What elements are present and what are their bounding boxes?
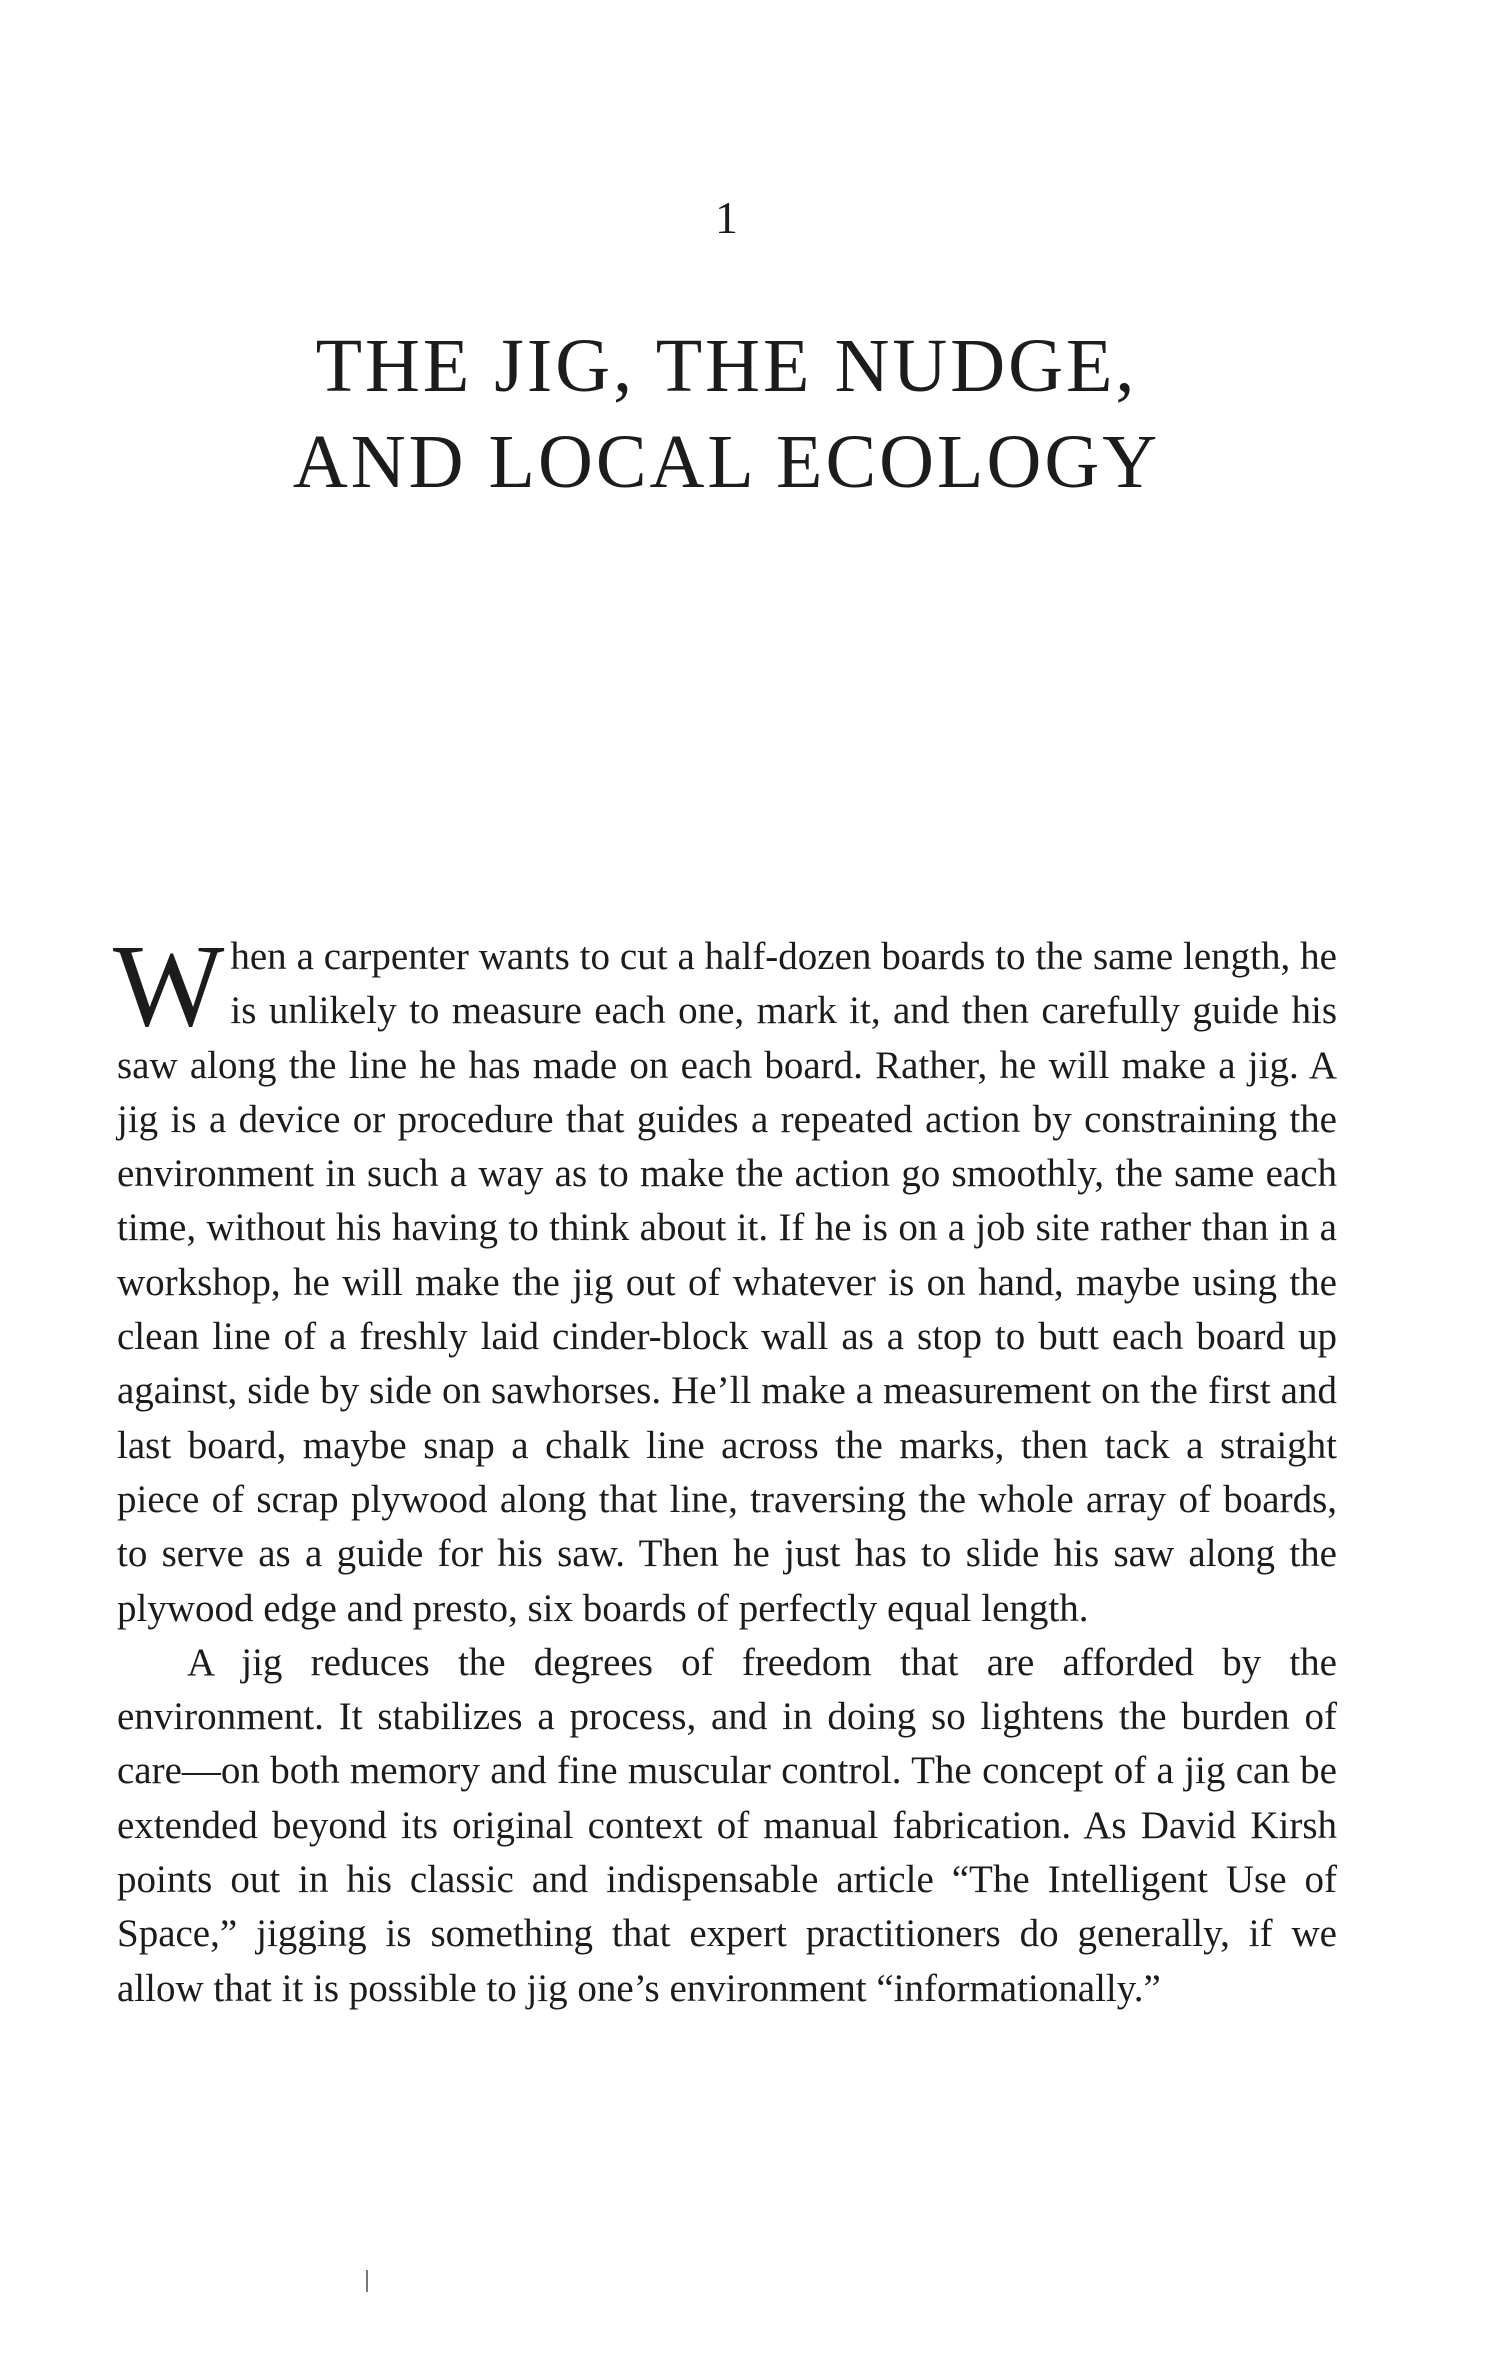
- paragraph-1-text: hen a carpenter wants to cut a half-dozen boards to the same length, he is unlikely to measure each one, mark it, and then carefully guide his saw along the line he has made on each board. Rather, he will make a jig. A jig is a device or procedure that guides a repeated action by constraining the environment in such a way as to make the action go smoothly, the same each time, without his having to think about it. If he is on a job site rather than in a workshop, he will make the jig out of whatever is on hand, maybe using the clean line of a freshly laid cinder-block wall as a stop to butt each board up against, side by side on sawhorses. He’ll make a measurement on the first and last board, maybe snap a chalk line across the marks, then tack a straight piece of scrap plywood along that line, traversing the whole array of boards, to serve as a guide for his saw. Then he just has to slide his saw along the plywood edge and presto, six boards of perfectly equal length.: [117, 935, 1337, 1630]
- drop-cap: W: [113, 920, 225, 1051]
- chapter-title: [0, 318, 1453, 510]
- chapter-title-line-1: THE JIG, THE NUDGE,: [315, 324, 1138, 408]
- chapter-title-line-2: AND LOCAL ECOLOGY: [292, 420, 1161, 504]
- paragraph-2: A jig reduces the degrees of freedom that are afforded by the environment. It stabilizes a process, and in doing so lightens the burden of care—on both memory and fine muscular control. The concept of a jig can be extended beyond its original context of manual fabrication. As David Kirsh points out in his classic and indispensable article “The Intelligent Use of Space,” jigging is something that expert practitioners do generally, if we allow that it is possible to jig one’s environment “informationally.”: [117, 1640, 1337, 2010]
- scan-mark: [366, 2270, 368, 2292]
- chapter-number: 1: [715, 192, 738, 243]
- paragraph-1: [113, 920, 1337, 1636]
- body-text: [113, 920, 1337, 2016]
